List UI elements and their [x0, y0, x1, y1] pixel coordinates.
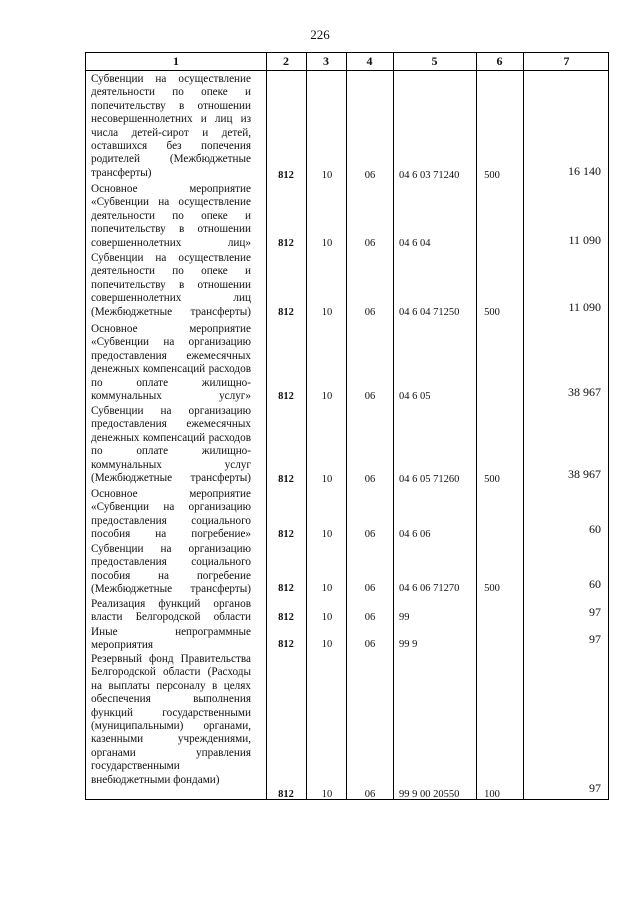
- cell-col3: 10: [321, 583, 333, 594]
- cell-col5: 04 6 05: [399, 391, 431, 402]
- cell-col5: 99: [399, 612, 410, 623]
- cell-col2: 812: [278, 307, 294, 318]
- cell-col5: 99 9 00 20550: [399, 789, 460, 800]
- cell-col3: 10: [321, 529, 333, 540]
- cell-col7: 11 090: [568, 300, 601, 314]
- cell-col4: 06: [364, 612, 376, 623]
- cell-col2: 812: [278, 789, 294, 800]
- cell-col3: 10: [321, 789, 333, 800]
- cell-col4: 06: [364, 474, 376, 485]
- cell-col6: 500: [484, 474, 500, 485]
- cell-col5: 04 6 04 71250: [399, 307, 460, 318]
- cell-col4: 06: [364, 583, 376, 594]
- budget-table: [85, 52, 609, 800]
- cell-col5: 04 6 04: [399, 238, 431, 249]
- cell-col7: 97: [589, 781, 601, 795]
- cell-col3: 10: [321, 238, 333, 249]
- cell-col3: 10: [321, 474, 333, 485]
- row-description: Субвенции на осуществление деятельности по опеке и попечительству в отношении несовершеннолетних и лиц из числа детей-сирот и детей, оставшихся без попечения родителей (Межбюджетные трансферты): [91, 73, 251, 179]
- row-description: Иные непрограммные мероприятия: [91, 626, 251, 652]
- row-description: Резервный фонд Правительства Белгородской области (Расходы на выплаты персоналу в целях обеспечения выполнения функций государственными (муниципальными) органами, казенными учреждениями, органами управления государственными внебюджетными фондами): [91, 653, 251, 786]
- cell-col5: 04 6 05 71260: [399, 474, 460, 485]
- cell-col4: 06: [364, 789, 376, 800]
- column-header-3: 3: [323, 54, 329, 68]
- cell-col2: 812: [278, 639, 294, 650]
- cell-col2: 812: [278, 612, 294, 623]
- column-header-2: 2: [283, 54, 289, 68]
- cell-col4: 06: [364, 529, 376, 540]
- row-description: Субвенции на осуществление деятельности по опеке и попечительству в отношении совершеннолетних лиц (Межбюджетные трансферты): [91, 252, 251, 318]
- column-header-5: 5: [431, 54, 438, 68]
- cell-col3: 10: [321, 391, 333, 402]
- cell-col6: 500: [484, 307, 500, 318]
- cell-col6: 500: [484, 170, 500, 181]
- column-header-6: 6: [496, 54, 503, 68]
- cell-col4: 06: [364, 391, 376, 402]
- cell-col7: 97: [589, 632, 601, 646]
- cell-col4: 06: [364, 307, 376, 318]
- cell-col3: 10: [321, 307, 333, 318]
- cell-col5: 04 6 03 71240: [399, 170, 460, 181]
- cell-col2: 812: [278, 170, 294, 181]
- row-description: Основное мероприятие «Субвенции на организацию предоставления социального пособия на погребение»: [91, 488, 251, 541]
- cell-col3: 10: [321, 612, 333, 623]
- cell-col7: 38 967: [568, 467, 601, 481]
- cell-col2: 812: [278, 474, 294, 485]
- cell-col7: 97: [589, 605, 601, 619]
- cell-col2: 812: [278, 583, 294, 594]
- cell-col6: 500: [484, 583, 500, 594]
- cell-col7: 60: [589, 522, 601, 536]
- cell-col5: 99 9: [399, 639, 418, 650]
- cell-col3: 10: [321, 170, 333, 181]
- cell-col4: 06: [364, 238, 376, 249]
- row-description: Реализация функций органов власти Белгородской области: [91, 598, 251, 624]
- cell-col7: 16 140: [568, 164, 601, 178]
- cell-col7: 11 090: [568, 233, 601, 247]
- column-header-1: 1: [173, 54, 179, 68]
- cell-col4: 06: [364, 170, 376, 181]
- cell-col5: 04 6 06: [399, 529, 431, 540]
- column-header-4: 4: [366, 54, 373, 68]
- row-description: Субвенции на организацию предоставления ежемесячных денежных компенсаций расходов по оплате жилищно-коммунальных услуг (Межбюджетные трансферты): [91, 405, 251, 485]
- cell-col7: 60: [589, 577, 601, 591]
- page-number: 226: [310, 27, 330, 42]
- column-header-7: 7: [563, 54, 570, 68]
- row-description: Основное мероприятие «Субвенции на организацию предоставления ежемесячных денежных компенсаций расходов по оплате жилищно-коммунальных услуг»: [91, 323, 251, 403]
- cell-col4: 06: [364, 639, 376, 650]
- row-description: Основное мероприятие «Субвенции на осуществление деятельности по опеке и попечительству в отношении совершеннолетних лиц»: [91, 183, 251, 249]
- cell-col7: 38 967: [568, 385, 601, 399]
- cell-col2: 812: [278, 529, 294, 540]
- cell-col5: 04 6 06 71270: [399, 583, 460, 594]
- row-description: Субвенции на организацию предоставления социального пособия на погребение (Межбюджетные трансферты): [91, 543, 251, 596]
- cell-col3: 10: [321, 639, 333, 650]
- cell-col2: 812: [278, 391, 294, 402]
- cell-col6: 100: [484, 789, 500, 800]
- cell-col2: 812: [278, 238, 294, 249]
